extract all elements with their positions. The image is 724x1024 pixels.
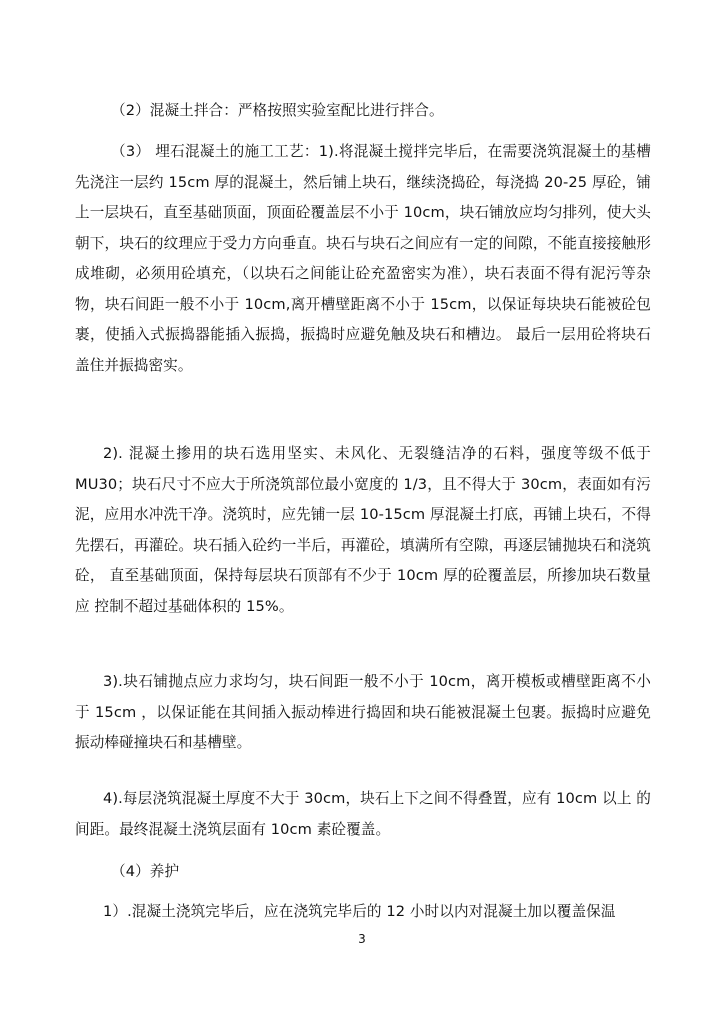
paragraph-mixing: （2）混凝土拌合：严格按照实验室配比进行拌合。 xyxy=(111,102,444,119)
paragraph-curing-step1: 1）.混凝土浇筑完毕后，应在浇筑完毕后的 12 小时以内对混凝土加以覆盖保温 xyxy=(103,903,616,920)
paragraph-layer-thickness: 4).每层浇筑混凝土厚度不大于 30cm，块石上下之间不得叠置，应有 10cm 以上 的间距。最终混凝土浇筑层面有 10cm 素砼覆盖。 xyxy=(75,790,651,838)
paragraph-stone-spacing: 3).块石铺抛点应力求均匀，块石间距一般不小于 10cm，离开模板或槽壁距离不小于 15cm ，以保证能在其间插入振动棒进行捣固和块石能被混凝土包裹。振捣时应避免振动棒碰撞块石和基槽壁。 xyxy=(75,673,651,751)
paragraph-construction-process: （3） 埋石混凝土的施工工艺：1).将混凝土搅拌完毕后，在需要浇筑混凝土的基槽先浇注一层约 15cm 厚的混凝土，然后铺上块石，继续浇捣砼，每浇捣 20-25 厚砼，铺上一层块石，直至基础顶面，顶面砼覆盖层不小于 10cm，块石铺放应均匀排列，使大头朝下，块石的纹理应于受力方向垂直。块石与块石之间应有一定的间隙，不能直接接触形成堆砌，必须用砼填充，（以块石之间能让砼充盈密实为准），块石表面不得有泥污等杂物，块石间距一般不小于 10cm,离开槽壁距离不小于 15cm，以保证每块块石能被砼包裹，使插入式振捣器能插入振捣，振捣时应避免触及块石和槽边。 最后一层用砼将块石盖住并振捣密实。 xyxy=(75,143,651,374)
paragraph-curing-heading: （4）养护 xyxy=(111,863,180,880)
page-number: 3 xyxy=(358,932,366,946)
paragraph-stone-requirements: 2). 混凝土掺用的块石选用坚实、未风化、无裂缝洁净的石料，强度等级不低于 MU30；块石尺寸不应大于所浇筑部位最小宽度的 1/3，且不得大于 30cm，表面如有污泥，应用水冲洗干净。浇筑时，应先铺一层 10-15cm 厚混凝土打底，再铺上块石，不得先摆石，再灌砼。块石插入砼约一半后，再灌砼，填满所有空隙，再逐层铺抛块石和浇筑砼， 直至基础顶面，保持每层块石顶部有不少于 10cm 厚的砼覆盖层，所掺加块石数量应 控制不超过基础体积的 15%。 xyxy=(75,445,651,615)
